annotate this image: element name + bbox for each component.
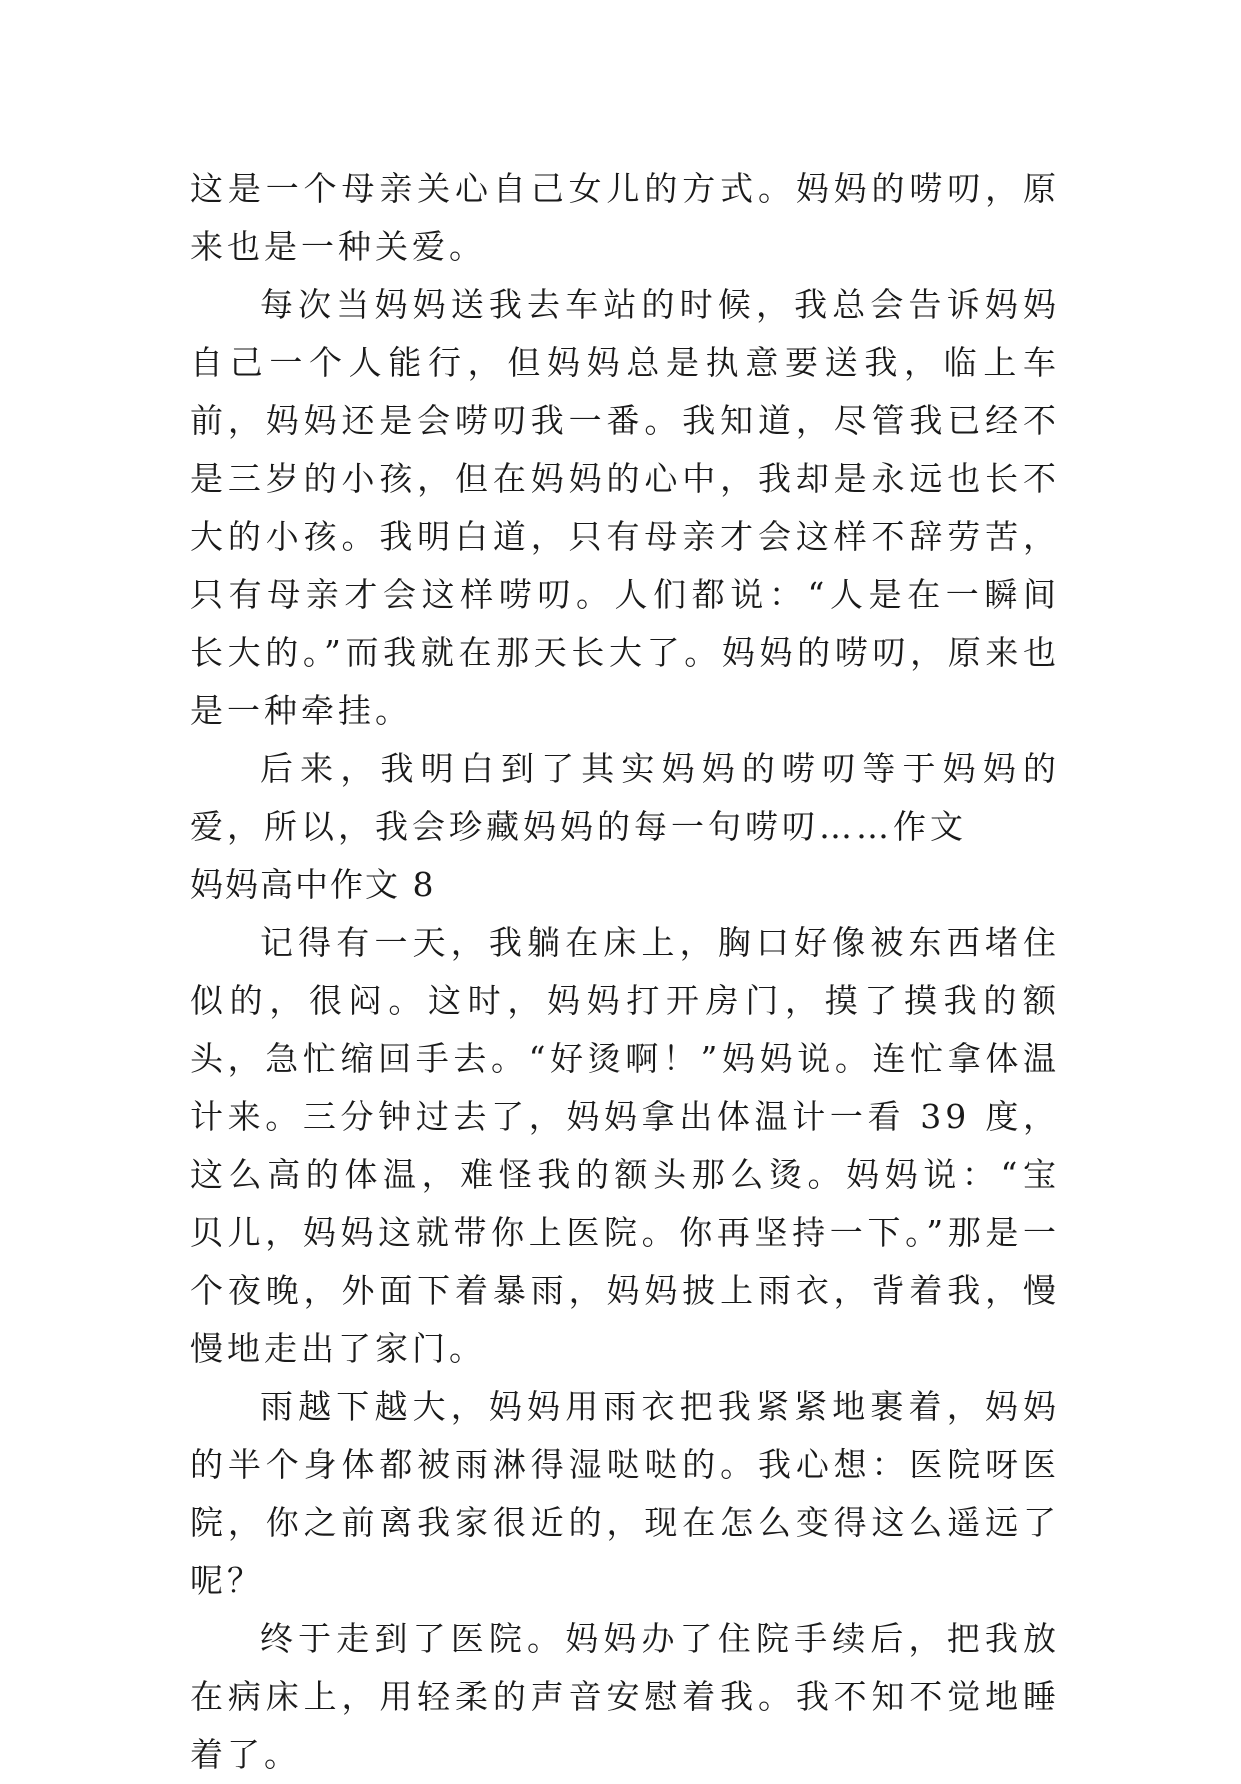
paragraph: 雨越下越大，妈妈用雨衣把我紧紧地裹着，妈妈的半个身体都被雨淋得湿哒哒的。我心想：医院呀医院，你之前离我家很近的，现在怎么变得这么遥远了呢？ bbox=[190, 1387, 1060, 1600]
paragraph: 每次当妈妈送我去车站的时候，我总会告诉妈妈自己一个人能行，但妈妈总是执意要送我，临上车前，妈妈还是会唠叨我一番。我知道，尽管我已经不是三岁的小孩，但在妈妈的心中，我却是永远也长不大的小孩。我明白道，只有母亲才会这样不辞劳苦，只有母亲才会这样唠叨。人们都说：“人是在一瞬间长大的。”而我就在那天长大了。妈妈的唠叨，原来也是一种牵挂。 bbox=[190, 285, 1060, 730]
paragraph: 这是一个母亲关心自己女儿的方式。妈妈的唠叨，原来也是一种关爱。 bbox=[190, 169, 1060, 266]
paragraph: 终于走到了医院。妈妈办了住院手续后，把我放在病床上，用轻柔的声音安慰着我。我不知不觉地睡着了。 bbox=[190, 1619, 1060, 1774]
section-heading: 妈妈高中作文 8 bbox=[190, 865, 436, 904]
paragraph: 记得有一天，我躺在床上，胸口好像被东西堵住似的，很闷。这时，妈妈打开房门，摸了摸我的额头，急忙缩回手去。“好烫啊！”妈妈说。连忙拿体温计来。三分钟过去了，妈妈拿出体温计一看 39 度，这么高的体温，难怪我的额头那么烫。妈妈说：“宝贝儿，妈妈这就带你上医院。你再坚持一下。”那是一个夜晚，外面下着暴雨，妈妈披上雨衣，背着我，慢慢地走出了家门。 bbox=[190, 923, 1060, 1368]
paragraph: 后来，我明白到了其实妈妈的唠叨等于妈妈的爱，所以，我会珍藏妈妈的每一句唠叨……作文 bbox=[190, 749, 1060, 846]
document-body bbox=[190, 160, 1060, 1784]
